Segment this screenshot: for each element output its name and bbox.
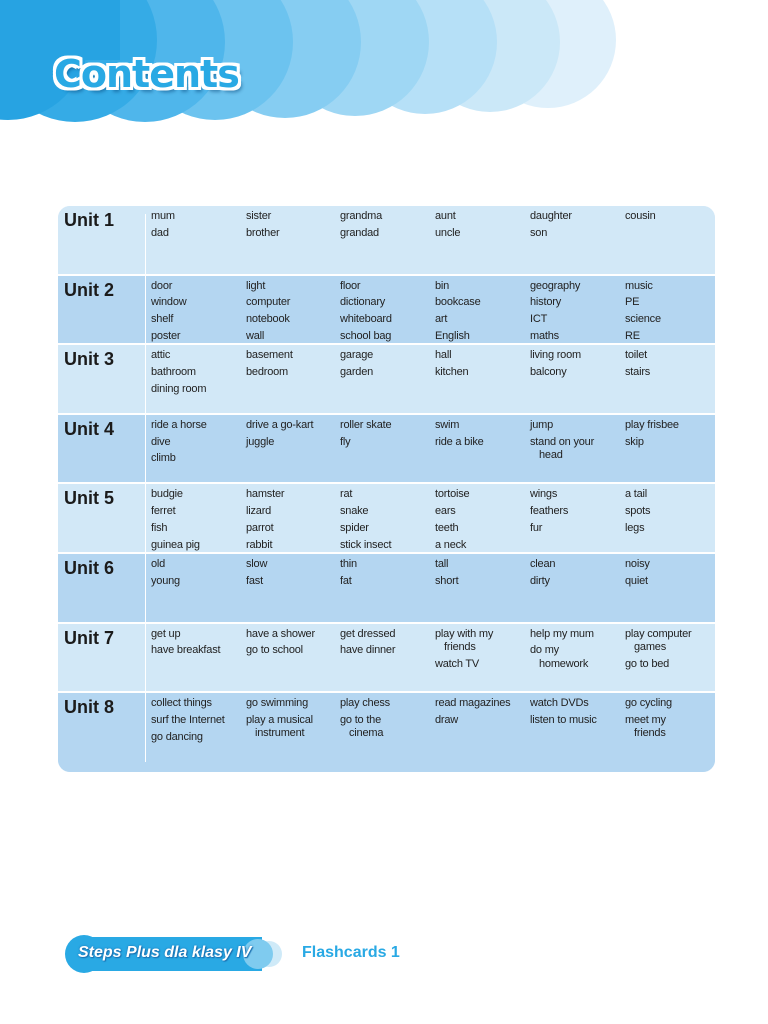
unit-row xyxy=(58,484,715,554)
vocab-word: aunt xyxy=(435,210,456,222)
unit-row xyxy=(58,415,715,485)
vocab-column xyxy=(151,280,243,347)
vocab-word: parrot xyxy=(246,521,274,534)
footer-book-title: Steps Plus dla klasy IV xyxy=(78,944,252,961)
vocab-column xyxy=(435,210,527,244)
vocab-word: window xyxy=(151,296,187,309)
vocab-column xyxy=(435,488,527,555)
vocab-word: play frisbee xyxy=(625,418,679,431)
vocab-column xyxy=(625,697,715,744)
vocab-column xyxy=(151,697,243,747)
vocab-word: have dinner xyxy=(340,644,396,657)
vocab-column xyxy=(625,419,715,453)
vocab-word: uncle xyxy=(435,226,461,239)
vocab-column xyxy=(151,558,243,592)
vocab-word: spider xyxy=(340,521,369,534)
vocab-column xyxy=(151,488,243,555)
vocab-word: snake xyxy=(340,505,369,518)
vocab-word: go dancing xyxy=(151,730,203,743)
vocab-word: light xyxy=(246,279,266,292)
vocab-word: do my homework xyxy=(530,644,589,670)
vocab-word: dirty xyxy=(530,574,550,587)
vocab-column xyxy=(151,349,243,399)
contents-table xyxy=(58,206,715,772)
vocab-word: lizard xyxy=(246,505,272,518)
vocab-column xyxy=(340,349,432,383)
vocab-word: slow xyxy=(246,558,268,570)
vocab-column xyxy=(530,558,622,592)
vocab-word: hamster xyxy=(246,488,285,501)
footer-subtitle: Flashcards 1 xyxy=(302,944,400,961)
vocab-word: dad xyxy=(151,226,169,239)
vocab-word: dining room xyxy=(151,382,207,395)
vocab-word: feathers xyxy=(530,505,569,518)
vocab-word: watch DVDs xyxy=(530,697,589,710)
unit-label: Unit 7 xyxy=(64,627,115,648)
unit-label: Unit 1 xyxy=(64,210,115,230)
vocab-column xyxy=(530,628,622,675)
unit-label: Unit 3 xyxy=(64,349,115,370)
vocab-column xyxy=(246,210,338,244)
vocab-word: son xyxy=(530,226,548,239)
unit-row xyxy=(58,345,715,415)
vocab-word: toilet xyxy=(625,349,648,362)
vocab-column xyxy=(246,419,338,453)
vocab-word: door xyxy=(151,279,173,292)
vocab-word: bathroom xyxy=(151,365,196,378)
vocab-word: computer xyxy=(246,296,291,309)
vocab-word: draw xyxy=(435,713,459,726)
vocab-word: maths xyxy=(530,329,559,342)
vocab-word: kitchen xyxy=(435,365,469,378)
vocab-word: grandma xyxy=(340,210,383,222)
vocab-word: old xyxy=(151,558,166,570)
vocab-word: rat xyxy=(340,488,353,501)
vocab-word: guinea pig xyxy=(151,538,200,551)
vocab-word: juggle xyxy=(246,435,275,448)
vocab-column xyxy=(246,697,338,744)
vocab-word: roller skate xyxy=(340,418,392,431)
vocab-column xyxy=(435,558,527,592)
vocab-word: brother xyxy=(246,226,280,239)
vocab-word: ears xyxy=(435,505,456,518)
vocab-word: swim xyxy=(435,418,460,431)
vocab-word: fish xyxy=(151,521,168,534)
vocab-word: noisy xyxy=(625,558,650,570)
vocab-column xyxy=(340,419,432,453)
vocab-word: history xyxy=(530,296,561,309)
vocab-word: ICT xyxy=(530,313,548,326)
unit-row xyxy=(58,206,715,276)
vocab-word: have breakfast xyxy=(151,644,221,657)
vocab-column xyxy=(435,349,527,383)
vocab-word: go to the cinema xyxy=(340,713,384,740)
unit-label: Unit 5 xyxy=(64,488,115,509)
vocab-word: legs xyxy=(625,521,645,534)
vocab-word: dictionary xyxy=(340,296,386,309)
vocab-word: a tail xyxy=(625,488,648,501)
vocab-word: go cycling xyxy=(625,697,672,710)
vocab-word: wings xyxy=(530,488,558,501)
vocab-word: bookcase xyxy=(435,296,481,309)
vocab-column xyxy=(246,488,338,555)
vocab-column xyxy=(625,558,715,592)
vocab-word: short xyxy=(435,574,459,587)
vocab-column xyxy=(530,488,622,538)
vocab-word: PE xyxy=(625,296,640,309)
vocab-word: sister xyxy=(246,210,272,222)
vocab-column xyxy=(151,419,243,469)
unit-label: Unit 6 xyxy=(64,558,115,578)
vocab-word: quiet xyxy=(625,574,648,587)
vocab-word: read magazines xyxy=(435,697,511,710)
vocab-word: ride a bike xyxy=(435,435,484,448)
vocab-word: teeth xyxy=(435,521,459,534)
vocab-word: daughter xyxy=(530,210,572,222)
vocab-word: thin xyxy=(340,558,357,570)
vocab-column xyxy=(151,628,243,662)
vocab-word: ferret xyxy=(151,505,176,518)
unit-label: Unit 8 xyxy=(64,697,115,718)
unit-row xyxy=(58,624,715,694)
vocab-word: play computer games xyxy=(625,627,692,654)
vocab-word: skip xyxy=(625,435,644,448)
vocab-word: stairs xyxy=(625,365,651,378)
vocab-column xyxy=(151,210,243,244)
vocab-word: floor xyxy=(340,279,361,292)
unit-row xyxy=(58,554,715,624)
vocab-word: play a musical instrument xyxy=(246,713,313,740)
vocab-column xyxy=(625,488,715,538)
vocab-word: rabbit xyxy=(246,538,273,551)
vocab-word: play chess xyxy=(340,697,390,710)
vocab-column xyxy=(530,349,622,383)
vocab-word: listen to music xyxy=(530,713,597,726)
vocab-word: shelf xyxy=(151,313,174,326)
vocab-word: ride a horse xyxy=(151,418,207,431)
vocab-word: surf the Internet xyxy=(151,713,225,726)
vocab-column xyxy=(530,697,622,731)
vocab-word: fat xyxy=(340,574,352,587)
vocab-word: help my mum xyxy=(530,627,594,640)
vocab-word: tall xyxy=(435,558,449,570)
unit-row xyxy=(58,693,715,772)
vocab-word: play with my friends xyxy=(435,627,494,654)
vocab-word: go to school xyxy=(246,644,303,657)
unit-row xyxy=(58,276,715,346)
vocab-column xyxy=(340,280,432,347)
vocab-word: school bag xyxy=(340,329,392,342)
vocab-column xyxy=(530,210,622,244)
vocab-column xyxy=(625,210,715,227)
vocab-word: get up xyxy=(151,627,181,640)
vocab-word: dive xyxy=(151,435,171,448)
vocab-word: spots xyxy=(625,505,651,518)
vocab-word: garage xyxy=(340,349,374,362)
vocab-column xyxy=(340,210,432,244)
vocab-column xyxy=(625,280,715,347)
vocab-word: music xyxy=(625,279,653,292)
vocab-word: budgie xyxy=(151,488,183,501)
vocab-column xyxy=(246,349,338,383)
vocab-word: geography xyxy=(530,279,581,292)
vocab-word: attic xyxy=(151,349,171,362)
vocab-column xyxy=(340,628,432,662)
vocab-column xyxy=(625,628,715,675)
vocab-word: have a shower xyxy=(246,627,315,640)
vocab-word: cousin xyxy=(625,210,656,222)
vocab-word: get dressed xyxy=(340,627,396,640)
vocab-word: young xyxy=(151,574,180,587)
vocab-column xyxy=(340,697,432,744)
vocab-word: stick insect xyxy=(340,538,392,551)
vocab-word: hall xyxy=(435,349,452,362)
vocab-word: fast xyxy=(246,574,263,587)
vocab-word: whiteboard xyxy=(340,313,392,326)
vocab-word: stand on your head xyxy=(530,435,595,462)
vocab-word: tortoise xyxy=(435,488,470,501)
vocab-column xyxy=(340,558,432,592)
vocab-word: notebook xyxy=(246,313,290,326)
vocab-word: living room xyxy=(530,349,581,362)
vocab-column xyxy=(435,419,527,453)
vocab-column xyxy=(435,280,527,347)
vocab-word: fur xyxy=(530,521,543,534)
vocab-column xyxy=(246,280,338,347)
page-title: Contents xyxy=(54,52,239,96)
vocab-word: go to bed xyxy=(625,657,670,670)
vocab-word: fly xyxy=(340,435,351,448)
vocab-column xyxy=(530,280,622,347)
vocab-word: climb xyxy=(151,452,176,465)
unit-column-divider xyxy=(145,214,146,762)
vocab-column xyxy=(435,628,527,675)
vocab-word: bedroom xyxy=(246,365,289,378)
unit-label: Unit 4 xyxy=(64,418,115,439)
vocab-word: watch TV xyxy=(435,657,480,670)
vocab-word: a neck xyxy=(435,538,467,551)
vocab-word: grandad xyxy=(340,226,379,239)
vocab-word: science xyxy=(625,313,661,326)
vocab-column xyxy=(246,628,338,662)
vocab-word: mum xyxy=(151,210,175,222)
vocab-word: art xyxy=(435,313,448,326)
vocab-word: garden xyxy=(340,365,374,378)
vocab-column xyxy=(340,488,432,555)
vocab-word: collect things xyxy=(151,697,212,710)
vocab-column xyxy=(246,558,338,592)
vocab-column xyxy=(625,349,715,383)
vocab-column xyxy=(435,697,527,731)
vocab-word: English xyxy=(435,329,470,342)
vocab-word: basement xyxy=(246,349,293,362)
vocab-word: drive a go-kart xyxy=(246,418,314,431)
vocab-word: go swimming xyxy=(246,697,308,710)
vocab-word: clean xyxy=(530,558,556,570)
vocab-word: poster xyxy=(151,329,181,342)
vocab-word: RE xyxy=(625,329,640,342)
vocab-word: balcony xyxy=(530,365,567,378)
vocab-word: bin xyxy=(435,279,450,292)
vocab-word: meet my friends xyxy=(625,713,666,740)
vocab-word: wall xyxy=(246,329,265,342)
vocab-word: jump xyxy=(530,418,554,431)
vocab-column xyxy=(530,419,622,466)
unit-label: Unit 2 xyxy=(64,279,115,300)
